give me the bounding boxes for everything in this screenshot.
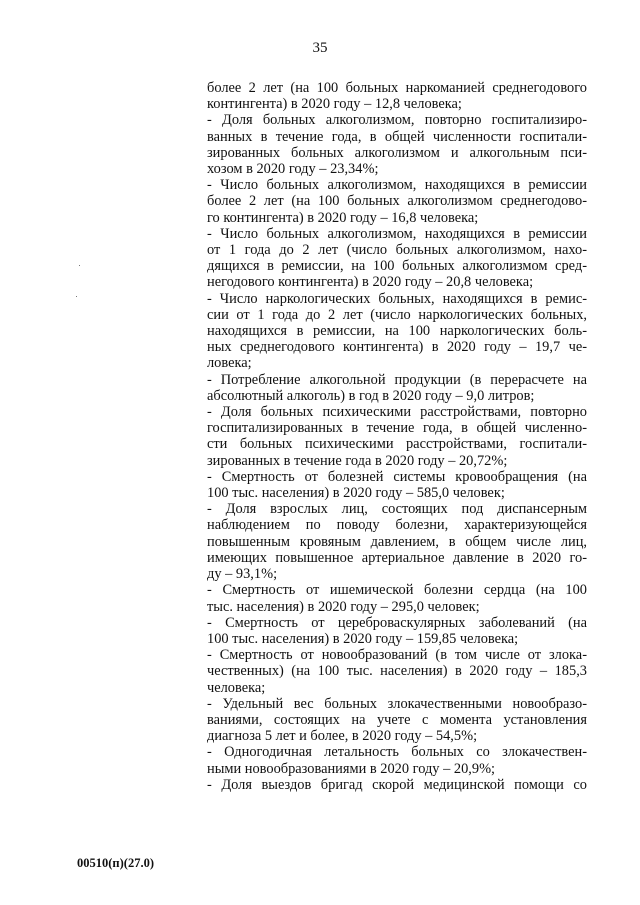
text-line: - Число наркологических больных, находящихся в ремис- — [207, 290, 587, 307]
text-line: го контингента) в 2020 году – 16,8 человека; — [207, 209, 479, 226]
text-line: 100 тыс. населения) в 2020 году – 585,0 человек; — [207, 485, 505, 502]
text-line: - Доля взрослых лиц, состоящих под диспансерным — [207, 501, 587, 518]
text-line: более 2 лет (на 100 больных алкоголизмом среднегодово- — [207, 193, 587, 210]
text-line: - Число больных алкоголизмом, находящихся в ремиссии — [207, 177, 587, 194]
text-line: - Смертность от ишемической болезни сердца (на 100 — [207, 582, 587, 599]
text-line: зированных в течение года в 2020 году – 20,72%; — [207, 452, 508, 469]
text-line: - Доля выездов бригад скорой медицинской помощи со — [207, 776, 587, 793]
text-line: сии от 1 года до 2 лет (число наркологических больных, — [207, 306, 587, 323]
text-line: диагноза 5 лет и более, в 2020 году – 54,5%; — [207, 728, 478, 745]
text-line: от 1 года до 2 лет (число больных алкоголизмом, нахо- — [207, 242, 587, 259]
text-line: повышенным кровяным давлением, в общем числе лиц, — [207, 533, 587, 550]
text-line: более 2 лет (на 100 больных наркоманией среднегодового — [207, 80, 587, 96]
document-body — [207, 80, 587, 793]
text-line: сти больных психическими расстройствами, госпитали- — [207, 436, 587, 453]
text-line: - Доля больных алкоголизмом, повторно госпитализиро- — [207, 112, 587, 129]
text-line: дящихся в ремиссии, на 100 больных алкоголизмом сред- — [207, 258, 587, 275]
text-line: ванных в течение года, в общей численности госпитали- — [207, 128, 587, 145]
document-footer-code: 00510(п)(27.0) — [77, 856, 154, 870]
text-line: чественных) (на 100 тыс. населения) в 2020 году – 185,3 — [207, 663, 587, 680]
page-number: 35 — [312, 40, 328, 56]
text-line: ных среднегодового контингента) в 2020 году – 19,7 че- — [207, 339, 587, 356]
text-line: госпитализированных в течение года, в общей численно- — [207, 420, 587, 437]
scan-speck — [79, 265, 80, 266]
text-line: ными новообразованиями в 2020 году – 20,9%; — [207, 760, 496, 777]
text-line: абсолютный алкоголь) в год в 2020 году – 9,0 литров; — [207, 387, 535, 404]
text-line: - Доля больных психическими расстройствами, повторно — [207, 404, 587, 421]
text-line: 100 тыс. населения) в 2020 году – 159,85 человека; — [207, 630, 519, 647]
text-line: ду – 93,1%; — [207, 566, 278, 583]
text-line: - Одногодичная летальность больных со злокачествен- — [207, 744, 587, 761]
text-line: - Смертность от новообразований (в том числе от злока- — [207, 647, 587, 664]
text-line: человека; — [207, 679, 266, 696]
text-line: ваниями, состоящих на учете с момента установления — [207, 711, 587, 728]
text-line: тыс. населения) в 2020 году – 295,0 человек; — [207, 598, 480, 615]
text-line: контингента) в 2020 году – 12,8 человека; — [207, 96, 462, 113]
text-line: находящихся в ремиссии, на 100 наркологических боль- — [207, 323, 587, 340]
text-line: - Удельный вес больных злокачественными новообразо- — [207, 695, 587, 712]
text-line: - Смертность от цереброваскулярных заболеваний (на — [207, 614, 587, 631]
text-line: негодового контингента) в 2020 году – 20,8 человека; — [207, 274, 534, 291]
text-line: зированных больных алкоголизмом и алкогольным пси- — [207, 144, 587, 161]
text-line: - Смертность от болезней системы кровообращения (на — [207, 468, 587, 485]
text-line: ловека; — [207, 355, 252, 372]
text-line: наблюдением по поводу болезни, характеризующейся — [207, 517, 587, 534]
scan-speck — [76, 296, 77, 297]
text-line: хозом в 2020 году – 23,34%; — [207, 161, 379, 178]
text-line: имеющих повышенное артериальное давление в 2020 го- — [207, 549, 587, 566]
text-line: - Потребление алкогольной продукции (в перерасчете на — [207, 371, 587, 388]
text-line: - Число больных алкоголизмом, находящихся в ремиссии — [207, 225, 587, 242]
